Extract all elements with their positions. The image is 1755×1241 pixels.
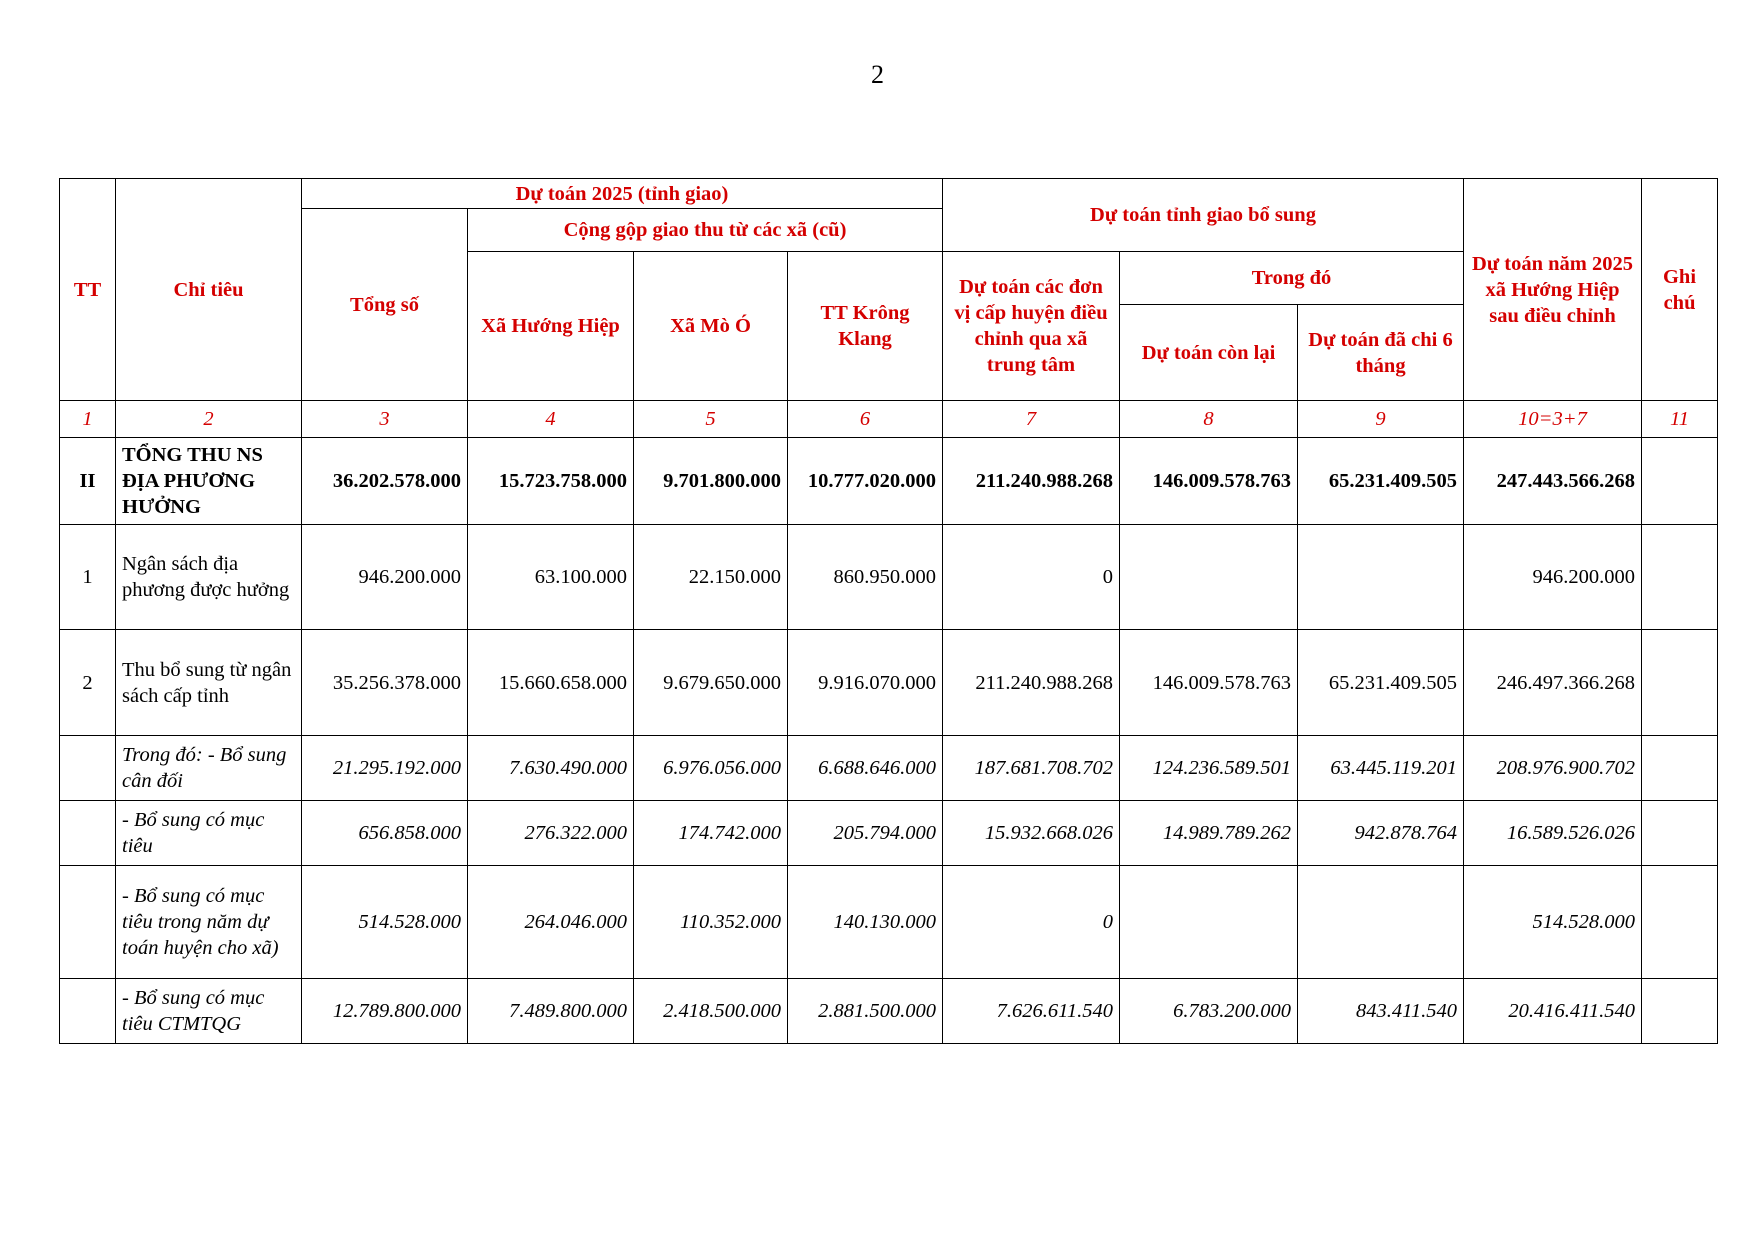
- cell-ghi-chu: [1642, 736, 1718, 801]
- column-index: 8: [1120, 401, 1298, 438]
- cell-xa-mo-o: 9.679.650.000: [634, 630, 788, 736]
- table-row: [60, 438, 1718, 525]
- column-index: 1: [60, 401, 116, 438]
- header-du-toan-nam-2025: Dự toán năm 2025 xã Hướng Hiệp sau điều chỉnh: [1464, 179, 1642, 401]
- cell-du-toan-cac-don-vi: 7.626.611.540: [943, 979, 1120, 1044]
- cell-tong-so: 35.256.378.000: [302, 630, 468, 736]
- cell-du-toan-cac-don-vi: 187.681.708.702: [943, 736, 1120, 801]
- cell-xa-mo-o: 9.701.800.000: [634, 438, 788, 525]
- cell-du-toan-con-lai: 124.236.589.501: [1120, 736, 1298, 801]
- column-index: 5: [634, 401, 788, 438]
- cell-du-toan-da-chi: 63.445.119.201: [1298, 736, 1464, 801]
- header-trong-do: Trong đó: [1120, 252, 1464, 305]
- cell-ghi-chu: [1642, 525, 1718, 630]
- cell-du-toan-con-lai: 146.009.578.763: [1120, 438, 1298, 525]
- cell-ghi-chu: [1642, 438, 1718, 525]
- cell-du-toan-cac-don-vi: 211.240.988.268: [943, 630, 1120, 736]
- cell-ghi-chu: [1642, 979, 1718, 1044]
- cell-du-toan-da-chi: 942.878.764: [1298, 801, 1464, 866]
- header-tong-so: Tổng số: [302, 209, 468, 401]
- row-tt: 2: [60, 630, 116, 736]
- row-label: - Bổ sung có mục tiêu CTMTQG: [116, 979, 302, 1044]
- cell-du-toan-da-chi: [1298, 866, 1464, 979]
- header-cong-gop: Cộng gộp giao thu từ các xã (cũ): [468, 209, 943, 252]
- column-index: 7: [943, 401, 1120, 438]
- cell-du-toan-da-chi: 65.231.409.505: [1298, 438, 1464, 525]
- cell-xa-huong-hiep: 63.100.000: [468, 525, 634, 630]
- cell-tt-krong-klang: 205.794.000: [788, 801, 943, 866]
- header-chi-tieu: Chỉ tiêu: [116, 179, 302, 401]
- cell-du-toan-nam-2025: 246.497.366.268: [1464, 630, 1642, 736]
- cell-xa-mo-o: 174.742.000: [634, 801, 788, 866]
- cell-xa-huong-hiep: 7.630.490.000: [468, 736, 634, 801]
- cell-du-toan-cac-don-vi: 0: [943, 866, 1120, 979]
- cell-xa-huong-hiep: 264.046.000: [468, 866, 634, 979]
- cell-du-toan-nam-2025: 946.200.000: [1464, 525, 1642, 630]
- column-index-row: [60, 401, 1718, 438]
- cell-tt-krong-klang: 2.881.500.000: [788, 979, 943, 1044]
- header-ghi-chu: Ghi chú: [1642, 179, 1718, 401]
- cell-tong-so: 514.528.000: [302, 866, 468, 979]
- table-row: [60, 801, 1718, 866]
- header-du-toan-bo-sung: Dự toán tỉnh giao bổ sung: [943, 179, 1464, 252]
- cell-xa-mo-o: 2.418.500.000: [634, 979, 788, 1044]
- row-tt: [60, 866, 116, 979]
- cell-xa-mo-o: 110.352.000: [634, 866, 788, 979]
- header-du-toan-2025: Dự toán 2025 (tỉnh giao): [302, 179, 943, 209]
- cell-xa-mo-o: 22.150.000: [634, 525, 788, 630]
- cell-du-toan-con-lai: [1120, 866, 1298, 979]
- cell-du-toan-con-lai: [1120, 525, 1298, 630]
- cell-ghi-chu: [1642, 866, 1718, 979]
- cell-du-toan-nam-2025: 247.443.566.268: [1464, 438, 1642, 525]
- cell-tt-krong-klang: 10.777.020.000: [788, 438, 943, 525]
- header-xa-huong-hiep: Xã Hướng Hiệp: [468, 252, 634, 401]
- column-index: 2: [116, 401, 302, 438]
- table-row: [60, 736, 1718, 801]
- cell-du-toan-cac-don-vi: 0: [943, 525, 1120, 630]
- row-label: Ngân sách địa phương được hưởng: [116, 525, 302, 630]
- cell-du-toan-con-lai: 6.783.200.000: [1120, 979, 1298, 1044]
- table-row: [60, 525, 1718, 630]
- cell-xa-mo-o: 6.976.056.000: [634, 736, 788, 801]
- cell-du-toan-cac-don-vi: 211.240.988.268: [943, 438, 1120, 525]
- table-row: [60, 979, 1718, 1044]
- budget-table: [59, 178, 1718, 1044]
- cell-xa-huong-hiep: 15.723.758.000: [468, 438, 634, 525]
- header-du-toan-con-lai: Dự toán còn lại: [1120, 305, 1298, 401]
- row-tt: II: [60, 438, 116, 525]
- cell-ghi-chu: [1642, 630, 1718, 736]
- cell-du-toan-cac-don-vi: 15.932.668.026: [943, 801, 1120, 866]
- column-index: 6: [788, 401, 943, 438]
- column-index: 11: [1642, 401, 1718, 438]
- row-tt: [60, 801, 116, 866]
- cell-tt-krong-klang: 6.688.646.000: [788, 736, 943, 801]
- row-tt: [60, 979, 116, 1044]
- cell-ghi-chu: [1642, 801, 1718, 866]
- cell-tt-krong-klang: 860.950.000: [788, 525, 943, 630]
- page-number: 2: [871, 60, 884, 89]
- row-label: Thu bổ sung từ ngân sách cấp tỉnh: [116, 630, 302, 736]
- row-tt: 1: [60, 525, 116, 630]
- cell-tong-so: 36.202.578.000: [302, 438, 468, 525]
- column-index: 10=3+7: [1464, 401, 1642, 438]
- cell-du-toan-nam-2025: 514.528.000: [1464, 866, 1642, 979]
- cell-tong-so: 946.200.000: [302, 525, 468, 630]
- cell-du-toan-con-lai: 14.989.789.262: [1120, 801, 1298, 866]
- cell-tt-krong-klang: 9.916.070.000: [788, 630, 943, 736]
- cell-tong-so: 21.295.192.000: [302, 736, 468, 801]
- cell-du-toan-da-chi: 843.411.540: [1298, 979, 1464, 1044]
- header-tt-krong-klang: TT Krông Klang: [788, 252, 943, 401]
- header-du-toan-da-chi: Dự toán đã chi 6 tháng: [1298, 305, 1464, 401]
- cell-tong-so: 12.789.800.000: [302, 979, 468, 1044]
- cell-xa-huong-hiep: 15.660.658.000: [468, 630, 634, 736]
- header-xa-mo-o: Xã Mò Ó: [634, 252, 788, 401]
- row-label: TỔNG THU NS ĐỊA PHƯƠNG HƯỞNG: [116, 438, 302, 525]
- column-index: 4: [468, 401, 634, 438]
- cell-du-toan-con-lai: 146.009.578.763: [1120, 630, 1298, 736]
- row-label: Trong đó: - Bổ sung cân đối: [116, 736, 302, 801]
- cell-du-toan-nam-2025: 20.416.411.540: [1464, 979, 1642, 1044]
- cell-du-toan-nam-2025: 16.589.526.026: [1464, 801, 1642, 866]
- cell-du-toan-da-chi: [1298, 525, 1464, 630]
- row-label: - Bổ sung có mục tiêu: [116, 801, 302, 866]
- column-index: 3: [302, 401, 468, 438]
- column-index: 9: [1298, 401, 1464, 438]
- cell-xa-huong-hiep: 7.489.800.000: [468, 979, 634, 1044]
- row-label: - Bổ sung có mục tiêu trong năm dự toán huyện cho xã): [116, 866, 302, 979]
- table-row: [60, 866, 1718, 979]
- cell-xa-huong-hiep: 276.322.000: [468, 801, 634, 866]
- table-row: [60, 630, 1718, 736]
- header-tt: TT: [60, 179, 116, 401]
- cell-du-toan-nam-2025: 208.976.900.702: [1464, 736, 1642, 801]
- cell-du-toan-da-chi: 65.231.409.505: [1298, 630, 1464, 736]
- cell-tong-so: 656.858.000: [302, 801, 468, 866]
- header-du-toan-cac-don-vi: Dự toán các đơn vị cấp huyện điều chỉnh qua xã trung tâm: [943, 252, 1120, 401]
- row-tt: [60, 736, 116, 801]
- cell-tt-krong-klang: 140.130.000: [788, 866, 943, 979]
